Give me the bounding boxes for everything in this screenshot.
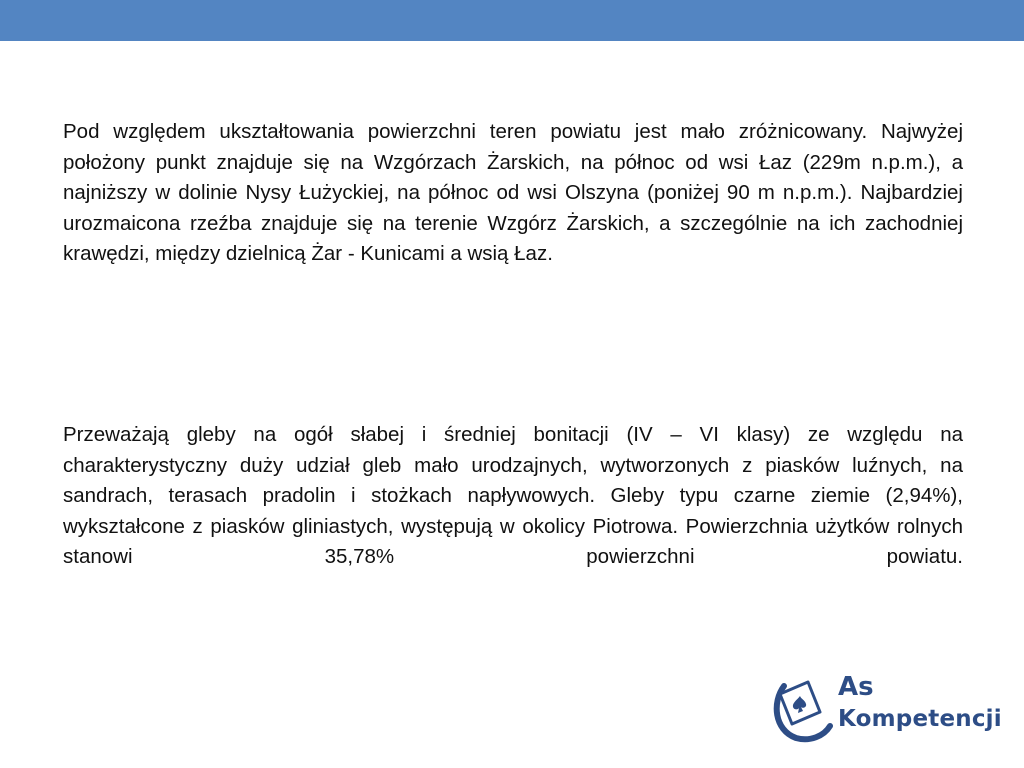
as-kompetencji-logo <box>770 672 1000 744</box>
logo-line-kompetencji: Kompetencji <box>838 706 1002 732</box>
logo-line-as: As <box>838 672 874 702</box>
spade-card-icon <box>770 672 834 744</box>
top-header-bar <box>0 0 1024 41</box>
paragraph-soils: Przeważają gleby na ogół słabej i średniej bonitacji (IV – VI klasy) ze względu na charakterystyczny duży udział gleb mało urodzajnych, wytworzonych z piasków luźnych, na sandrach, terasach pradolin i stożkach napływowych. Gleby typu czarne ziemie (2,94%), wykształcone z piasków gliniastych, występują w okolicy Piotrowa. Powierzchnia użytków rolnych stanowi 35,78% powierzchni powiatu. <box>63 423 963 568</box>
paragraph-terrain: Pod względem ukształtowania powierzchni teren powiatu jest mało zróżnicowany. Najwyżej położony punkt znajduje się na Wzgórzach Żarskich, na północ od wsi Łaz (229m n.p.m.), a najniższy w dolinie Nysy Łużyckiej, na północ od wsi Olszyna (poniżej 90 m n.p.m.). Najbardziej urozmaicona rzeźba znajduje się na terenie Wzgórz Żarskich, a szczególnie na ich zachodniej krawędzi, między dzielnicą Żar - Kunicami a wsią Łaz. <box>63 120 963 265</box>
